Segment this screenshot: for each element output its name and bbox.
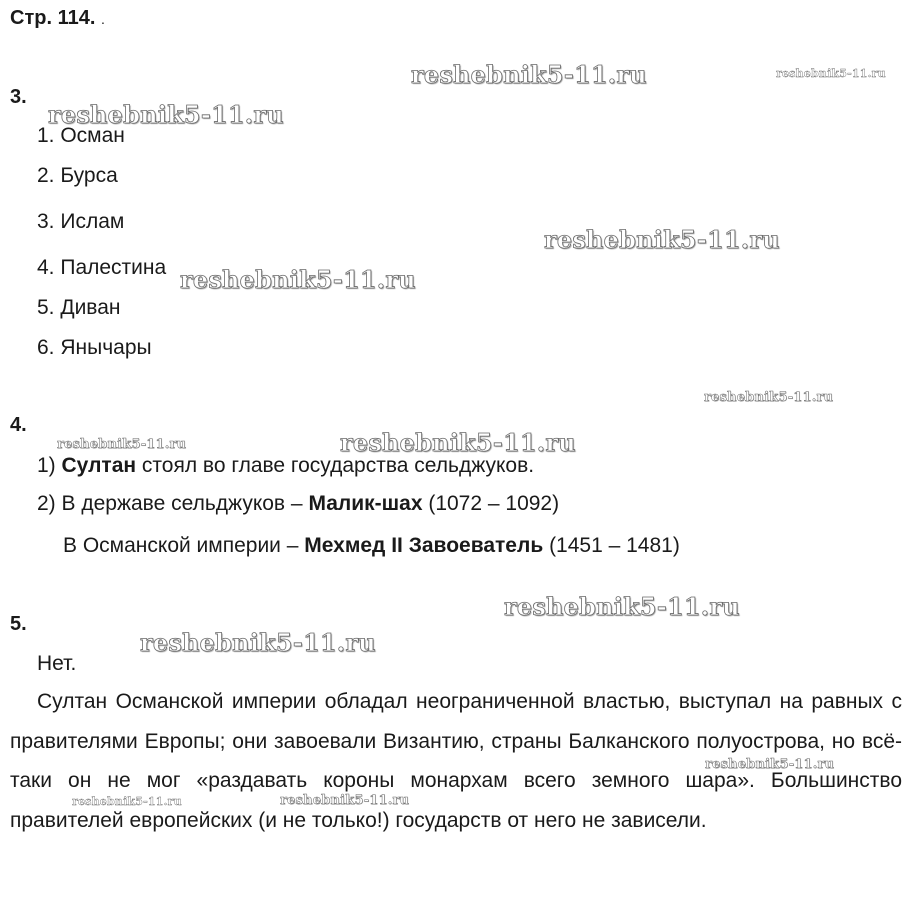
page-title-text: Стр. 114. (10, 7, 96, 29)
task-3-item-6: 6. Янычары (37, 336, 152, 359)
task-4-line-2 (37, 492, 559, 516)
task-4-line-2-bold: Малик-шах (308, 492, 423, 515)
task-4-line-1-bold: Султан (61, 454, 137, 477)
task-4-line-2-rest: (1072 – 1092) (422, 492, 560, 515)
task-5-answer: Нет. (37, 652, 77, 675)
task-4-line-3-rest: (1451 – 1481) (543, 534, 680, 557)
task-4-line-3 (63, 534, 680, 558)
watermark: reshebnik5-11.ru (48, 100, 284, 129)
page-title (10, 7, 105, 30)
watermark: reshebnik5-11.ru (776, 67, 886, 80)
task-3-item-4: 4. Палестина (37, 256, 167, 279)
task-3-item-2: 2. Бурса (37, 164, 118, 187)
task-3-item-1: 1. Осман (37, 124, 125, 147)
watermark: reshebnik5-11.ru (140, 628, 376, 657)
watermark: reshebnik5-11.ru (544, 225, 780, 254)
task-3-number: 3. (10, 86, 27, 108)
page-title-mark: . (100, 11, 105, 27)
watermark: reshebnik5-11.ru (180, 265, 416, 294)
task-4-number: 4. (10, 414, 27, 436)
task-3-item-3: 3. Ислам (37, 210, 125, 233)
watermark: reshebnik5-11.ru (504, 592, 740, 621)
watermark: reshebnik5-11.ru (72, 795, 182, 808)
task-4-line-1-rest: стоял во главе государства сельджуков. (136, 454, 535, 477)
task-4-line-1 (37, 454, 534, 478)
task-4-line-1-prefix: 1) (37, 454, 62, 477)
task-3-item-5: 5. Диван (37, 296, 121, 319)
watermark: reshebnik5-11.ru (57, 437, 187, 452)
watermark: reshebnik5-11.ru (280, 793, 410, 808)
task-5-paragraph: Султан Османской империи обладал неограниченной властью, выступал на равных с правителями Европы; они завоевали Византию, страны Балканского полуострова, но всё-таки он не мог «раздавать короны монархам всего земного шара». Большинство правителей европейских (и не только!) государств от него не зависели. (10, 690, 902, 832)
task-4-line-3-prefix: В Османской империи – (63, 534, 305, 557)
task-4-line-3-bold: Мехмед II Завоеватель (304, 534, 544, 557)
watermark: reshebnik5-11.ru (704, 390, 834, 405)
task-4-line-2-prefix: 2) В державе сельджуков – (37, 492, 309, 515)
watermark: reshebnik5-11.ru (340, 428, 576, 457)
watermark: reshebnik5-11.ru (411, 60, 647, 89)
task-5-number: 5. (10, 613, 27, 635)
watermark: reshebnik5-11.ru (705, 757, 835, 772)
